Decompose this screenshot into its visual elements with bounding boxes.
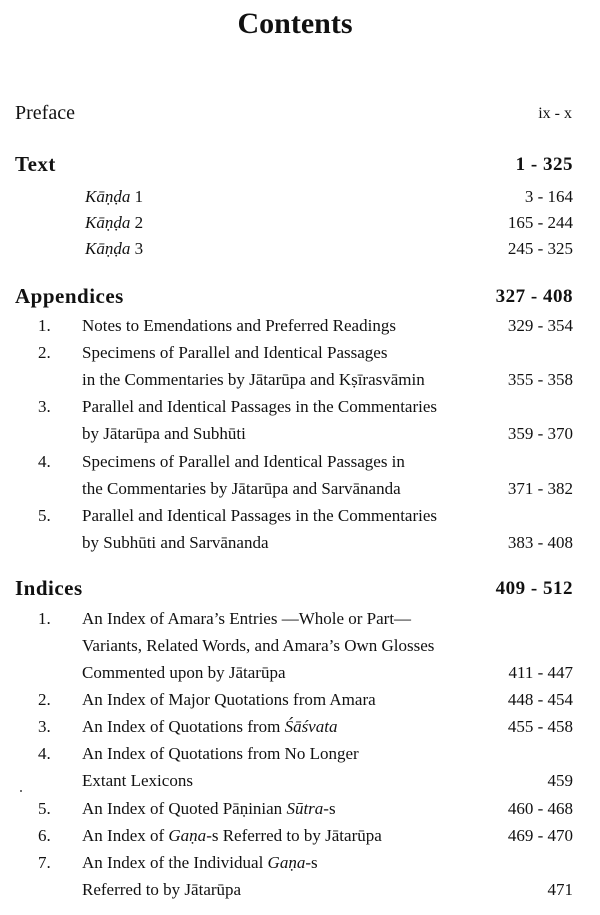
section-heading-indices	[0, 575, 600, 602]
preface-row	[0, 100, 600, 127]
kanda-label: Kāṇḍa 3	[85, 239, 144, 258]
entry-pages: 448 - 454	[507, 690, 573, 709]
section-pages: 327 - 408	[495, 286, 573, 307]
entry-title: An Index of Major Quotations from Amara	[82, 690, 376, 709]
entry-number: 1.	[38, 316, 51, 335]
entry-title: Parallel and Identical Passages in the Commentaries	[82, 506, 438, 525]
entry-number: 6.	[38, 826, 51, 845]
section-label: Indices	[15, 576, 83, 600]
section-label: Appendices	[15, 284, 124, 308]
entry-title: Specimens of Parallel and Identical Passages in	[82, 452, 405, 471]
toc-entry-row-continued	[0, 659, 600, 686]
preface-pages: ix - x	[538, 105, 572, 122]
entry-title: Commented upon by Jātarūpa	[82, 663, 286, 682]
entry-title: An Index of Gaṇa-s Referred to by Jātarūpa	[82, 826, 382, 845]
toc-entry-row	[0, 822, 600, 849]
entry-number: 2.	[38, 343, 51, 362]
entry-pages: 355 - 358	[507, 370, 573, 389]
page-title: Contents	[237, 7, 353, 40]
entry-number: 4.	[38, 744, 51, 763]
toc-entry-row	[0, 740, 600, 767]
print-speck	[20, 790, 22, 792]
entry-title: Variants, Related Words, and Amara’s Own Glosses	[82, 636, 435, 655]
entry-number: 3.	[38, 717, 51, 736]
entry-title: by Jātarūpa and Subhūti	[82, 424, 246, 443]
entry-title: in the Commentaries by Jātarūpa and Kṣīrasvāmin	[82, 370, 425, 389]
toc-entry-row	[0, 849, 600, 876]
entry-number: 2.	[38, 690, 51, 709]
entry-number: 7.	[38, 853, 51, 872]
kanda-row	[0, 209, 600, 236]
entry-title: An Index of Quoted Pāṇinian Sūtra-s	[82, 799, 336, 818]
entry-title: An Index of Quotations from Śāśvata	[82, 717, 338, 736]
toc-entry-row-continued	[0, 529, 600, 556]
toc-entry-row	[0, 312, 600, 339]
entry-pages: 411 - 447	[508, 663, 573, 682]
entry-number: 5.	[38, 506, 51, 525]
entry-pages: 371 - 382	[507, 479, 573, 498]
toc-entry-row	[0, 502, 600, 529]
entry-title: Extant Lexicons	[82, 771, 193, 790]
kanda-row	[0, 235, 600, 262]
toc-entry-row-continued	[0, 420, 600, 447]
toc-entry-row	[0, 605, 600, 632]
section-pages: 1 - 325	[515, 154, 573, 175]
entry-title: Referred to by Jātarūpa	[82, 880, 242, 899]
entry-title: Parallel and Identical Passages in the Commentaries	[82, 397, 438, 416]
kanda-label: Kāṇḍa 2	[85, 213, 144, 232]
section-label: Text	[15, 152, 56, 176]
entry-pages: 459	[547, 771, 573, 790]
entry-pages: 469 - 470	[507, 826, 573, 845]
toc-entry-row-continued	[0, 876, 600, 903]
entry-title: by Subhūti and Sarvānanda	[82, 533, 269, 552]
toc-entry-row-continued	[0, 632, 600, 659]
toc-entry-row-continued	[0, 767, 600, 794]
entry-number: 5.	[38, 799, 51, 818]
entry-pages: 329 - 354	[507, 316, 573, 335]
entry-pages: 359 - 370	[507, 424, 573, 443]
section-heading-appendices	[0, 283, 600, 310]
entry-number: 4.	[38, 452, 51, 471]
kanda-pages: 165 - 244	[507, 213, 573, 232]
toc-entry-row	[0, 686, 600, 713]
entry-pages: 383 - 408	[507, 533, 573, 552]
kanda-label: Kāṇḍa 1	[85, 187, 144, 206]
entry-number: 1.	[38, 609, 51, 628]
entry-number: 3.	[38, 397, 51, 416]
entry-title: the Commentaries by Jātarūpa and Sarvānanda	[82, 479, 401, 498]
toc-entry-row	[0, 448, 600, 475]
entry-title: An Index of Quotations from No Longer	[82, 744, 359, 763]
entry-pages: 471	[547, 880, 573, 899]
section-pages: 409 - 512	[495, 578, 573, 599]
toc-entry-row-continued	[0, 366, 600, 393]
preface-label: Preface	[15, 102, 75, 124]
entry-pages: 460 - 468	[507, 799, 573, 818]
toc-entry-row	[0, 795, 600, 822]
entry-title: Notes to Emendations and Preferred Readings	[82, 316, 396, 335]
kanda-pages: 3 - 164	[524, 187, 573, 206]
entry-pages: 455 - 458	[507, 717, 573, 736]
kanda-row	[0, 183, 600, 210]
toc-entry-row	[0, 713, 600, 740]
entry-title: An Index of the Individual Gaṇa-s	[82, 853, 318, 872]
toc-entry-row	[0, 393, 600, 420]
entry-title: Specimens of Parallel and Identical Passages	[82, 343, 388, 362]
kanda-pages: 245 - 325	[507, 239, 573, 258]
entry-title: An Index of Amara’s Entries —Whole or Part—	[82, 609, 412, 628]
toc-entry-row	[0, 339, 600, 366]
section-heading-text	[0, 151, 600, 178]
toc-entry-row-continued	[0, 475, 600, 502]
